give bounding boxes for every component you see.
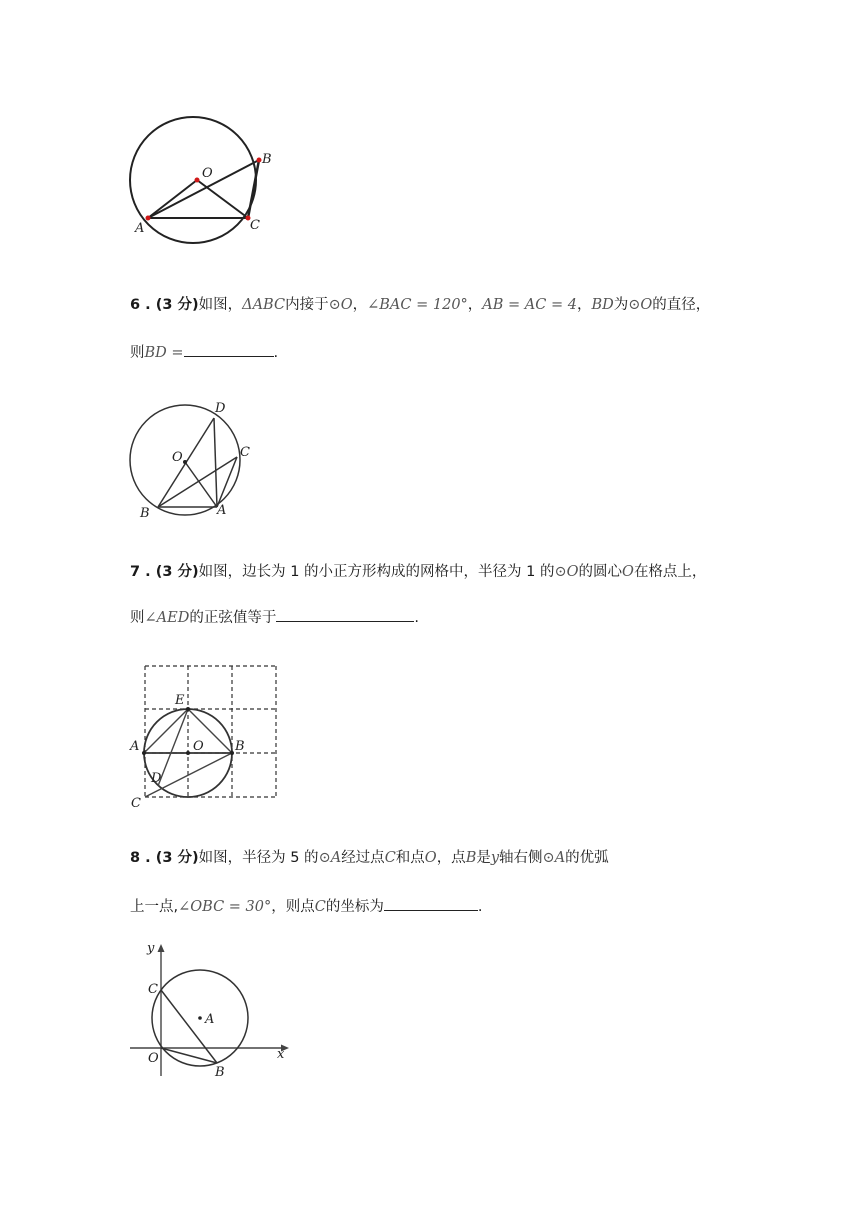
- point-a: [198, 1016, 202, 1020]
- label-d: D: [151, 771, 162, 786]
- math-expression: C: [314, 899, 326, 915]
- segment-ed: [158, 709, 188, 786]
- text: 的优弧: [565, 850, 609, 866]
- segment-oc: [197, 180, 248, 218]
- math-expression: ⊙O: [628, 297, 653, 313]
- math-expression: BD: [591, 297, 614, 313]
- math-expression: ⊙O: [328, 297, 353, 313]
- math-expression: B: [465, 850, 477, 866]
- figure-question-7: [125, 660, 285, 810]
- text: 为: [613, 297, 629, 313]
- math-expression: ⊙O: [554, 564, 579, 580]
- math-expression: AB = AC = 4: [482, 297, 577, 313]
- math-expression: O: [424, 850, 437, 866]
- text: .: [477, 899, 483, 915]
- question-7-line-1: 7 . (3 分)如图，边长为 1 的小正方形构成的网格中，半径为 1 的⊙O的圆心O在格点上，: [130, 564, 707, 580]
- answer-blank[interactable]: [184, 342, 274, 357]
- label-o: O: [172, 450, 183, 465]
- text: ，: [467, 297, 483, 313]
- label-a: A: [205, 1012, 215, 1027]
- question-8-line-1: 8 . (3 分)如图，半径为 5 的⊙A经过点C和点O，点B是y轴右侧⊙A的优弧: [130, 850, 609, 866]
- circle: [130, 117, 256, 243]
- label-d: D: [215, 401, 226, 416]
- figure-circle-oabc: [125, 110, 285, 250]
- text: ，: [576, 297, 592, 313]
- text: 如图，边长为 1 的小正方形构成的网格中，半径为 1 的: [198, 564, 555, 580]
- text: 和点: [395, 850, 425, 866]
- text: ，则点: [271, 899, 315, 915]
- label-c: C: [148, 982, 158, 997]
- math-expression: BD =: [144, 345, 184, 361]
- figure-question-8: [125, 938, 295, 1083]
- text: 的坐标为: [325, 899, 384, 915]
- text: ，点: [436, 850, 466, 866]
- math-expression: ⊙A: [318, 850, 342, 866]
- text: .: [414, 610, 419, 626]
- label-e: E: [175, 693, 185, 708]
- label-b: B: [140, 506, 150, 521]
- question-6-line-1: 6 . (3 分)如图，ΔABC内接于⊙O，∠BAC = 120°，AB = AC = 4，BD为⊙O的直径，: [130, 297, 711, 313]
- math-expression: ∠BAC = 120°: [367, 297, 468, 313]
- text: 上一点,: [130, 899, 179, 915]
- point-b: [257, 158, 262, 163]
- answer-blank[interactable]: [384, 896, 478, 911]
- text: 的直径，: [652, 297, 711, 313]
- label-b: B: [215, 1065, 225, 1080]
- label-b: B: [235, 739, 245, 754]
- math-expression: C: [384, 850, 396, 866]
- text: 在格点上，: [633, 564, 707, 580]
- text: 经过点: [341, 850, 385, 866]
- question-number: 8: [130, 850, 141, 866]
- label-o: O: [202, 166, 213, 181]
- question-number: 6: [130, 297, 141, 313]
- math-expression: ⊙A: [542, 850, 566, 866]
- point-a: [142, 751, 146, 755]
- text: 轴右侧: [499, 850, 543, 866]
- question-number: 7: [130, 564, 141, 580]
- question-7-line-2: [130, 607, 419, 628]
- label-y: y: [147, 941, 155, 956]
- math-expression: ∠OBC = 30°: [178, 899, 272, 915]
- point-o: [195, 178, 200, 183]
- y-axis-arrow: [158, 944, 165, 952]
- math-expression: ∠AED: [144, 610, 190, 626]
- figure-circle-oabc-svg: [125, 110, 285, 250]
- text: 的正弦值等于: [189, 610, 277, 626]
- math-expression: O: [622, 564, 634, 580]
- question-points: (3 分): [155, 850, 199, 866]
- label-a: A: [135, 221, 145, 236]
- question-6-line-2: [130, 342, 278, 363]
- math-expression: ΔABC: [242, 297, 286, 313]
- label-c: C: [250, 218, 260, 233]
- point-b: [230, 751, 234, 755]
- question-8-line-2: [130, 896, 482, 917]
- label-c: C: [240, 445, 250, 460]
- label-o: O: [148, 1051, 159, 1066]
- figure-question-6-svg: [125, 400, 265, 525]
- label-a: A: [217, 503, 227, 518]
- question-points: (3 分): [155, 564, 199, 580]
- text: ，: [352, 297, 368, 313]
- label-a: A: [130, 739, 140, 754]
- figure-question-6: [125, 400, 265, 525]
- segment-bc: [248, 160, 259, 218]
- answer-blank[interactable]: [276, 607, 414, 622]
- segment-ao: [148, 180, 197, 218]
- segment-ad: [214, 418, 217, 507]
- question-points: (3 分): [155, 297, 199, 313]
- text: 则: [130, 610, 145, 626]
- point-a: [146, 216, 151, 221]
- label-b: B: [262, 152, 272, 167]
- text: 如图，半径为 5 的: [198, 850, 319, 866]
- segment-oa: [185, 462, 217, 507]
- point-o: [183, 460, 187, 464]
- point-e: [186, 707, 190, 711]
- text: 如图，: [198, 297, 243, 313]
- segment-ac: [217, 457, 237, 507]
- math-expression: y: [490, 850, 500, 866]
- point-o: [186, 751, 190, 755]
- figure-question-8-svg: [125, 938, 295, 1083]
- text: 的圆心: [578, 564, 623, 580]
- label-x: x: [277, 1047, 285, 1062]
- text: 内接于: [285, 297, 329, 313]
- text: .: [273, 345, 279, 361]
- text: 则: [130, 345, 145, 361]
- figure-question-7-svg: [125, 660, 285, 810]
- text: 是: [476, 850, 491, 866]
- label-o: O: [193, 739, 204, 754]
- label-c: C: [131, 796, 141, 811]
- segment-bc: [158, 457, 237, 507]
